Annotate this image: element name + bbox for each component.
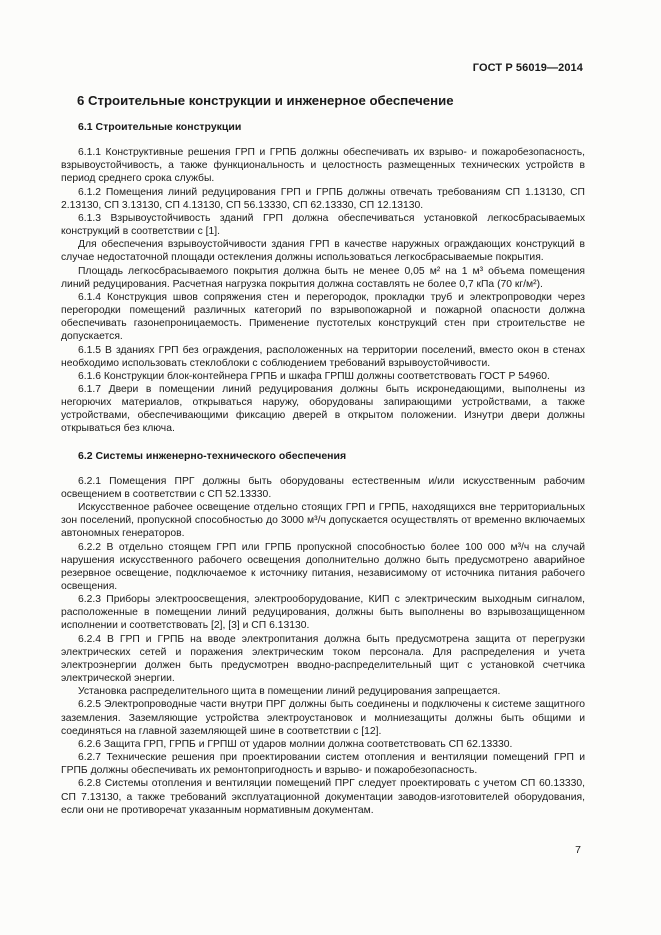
page-number: 7 — [575, 844, 581, 856]
paragraph-6-2-7: 6.2.7 Технические решения при проектировании систем отопления и вентиляции помещений ГРП и ГРПБ должны обеспечивать их ремонтопригодность и взрыво- и пожаробезопасность. — [61, 752, 585, 777]
paragraph-6-1-3-a: Для обеспечения взрывоустойчивости здания ГРП в качестве наружных ограждающих конструкций в случае недостаточной площади остекления должны использоваться легкосбрасываемые покрытия. — [61, 239, 585, 264]
paragraph-6-1-5: 6.1.5 В зданиях ГРП без ограждения, расположенных на территории поселений, вместо окон в стенах необходимо использовать стеклоблоки с соблюдением требований взрывоустойчивости. — [61, 344, 585, 369]
paragraph-6-2-5: 6.2.5 Электропроводные части внутри ПРГ должны быть соединены и подключены к системе защитного заземления. Заземляющие устройства электроустановок и молниезащиты должны быть общими и соединяться на главной заземляющей шине в соответствии с [12]. — [61, 699, 585, 737]
paragraph-6-2-8: 6.2.8 Системы отопления и вентиляции помещений ПРГ следует проектировать с учетом СП 60.13330, СП 7.13130, а также требований эксплуатационной документации заводов-изготовителей оборудования, если они не противоречат указанным нормативным документам. — [61, 778, 585, 816]
subsection-title-6-2: 6.2 Системы инженерно-технического обеспечения — [78, 449, 347, 462]
paragraph-6-1-6: 6.1.6 Конструкции блок-контейнера ГРПБ и шкафа ГРПШ должны соответствовать ГОСТ Р 54960. — [78, 370, 550, 382]
paragraph-6-2-2: 6.2.2 В отдельно стоящем ГРП или ГРПБ пропускной способностью более 100 000 м³/ч на случай нарушения искусственного рабочего освещения дополнительно должно быть предусмотрено аварийное резервное освещение, подключаемое к источнику питания, независимому от источника питания рабочего освещения. — [61, 541, 585, 592]
paragraph-6-2-6: 6.2.6 Защита ГРП, ГРПБ и ГРПШ от ударов молнии должна соответствовать СП 62.13330. — [78, 738, 513, 750]
section-title: 6 Строительные конструкции и инженерное обеспечение — [77, 93, 454, 108]
paragraph-6-1-3-b: Площадь легкосбрасываемого покрытия должна быть не менее 0,05 м² на 1 м³ объема помещения линий редуцирования. Расчетная нагрузка покрытия должна составлять не более 0,7 кПа (70 кг/м²). — [61, 265, 585, 290]
paragraph-6-2-4-a: Установка распределительного щита в помещении линий редуцирования запрещается. — [78, 686, 501, 698]
paragraph-6-1-4: 6.1.4 Конструкция швов сопряжения стен и перегородок, прокладки труб и электропроводки через перегородки помещений различных категорий по взрывопожарной и пожарной опасности должна обеспечивать газонепроницаемость. Применение пустотелых конструкций стен при строительстве не допускается. — [61, 291, 585, 343]
document-body — [61, 121, 585, 817]
paragraph-6-1-1: 6.1.1 Конструктивные решения ГРП и ГРПБ должны обеспечивать их взрыво- и пожаробезопасность, взрывоустойчивость, а также функциональность и целостность размещенных технических устройств в период среднего срока службы. — [61, 147, 585, 185]
subsection-title-6-1: 6.1 Строительные конструкции — [78, 121, 242, 133]
paragraph-6-1-3: 6.1.3 Взрывоустойчивость зданий ГРП должна обеспечиваться установкой легкосбрасываемых конструкций в соответствии с [1]. — [61, 212, 585, 238]
paragraph-6-2-3: 6.2.3 Приборы электроосвещения, электрооборудование, КИП с электрическим выходным сигналом, расположенные в помещении линий редуцирования, должны быть выполнены во взрывозащищенном исполнении и соответствовать [2], [3] и СП 6.13130. — [61, 594, 585, 632]
paragraph-6-1-7: 6.1.7 Двери в помещении линий редуцирования должны быть искронедающими, выполнены из негорючих материалов, открываться наружу, оборудованы запирающими устройствами, а также устройствами, обеспечивающими фиксацию дверей в открытом положении. Изнутри двери должны открываться без ключа. — [61, 383, 585, 435]
paragraph-6-1-2: 6.1.2 Помещения линий редуцирования ГРП и ГРПБ должны отвечать требованиям СП 1.13130, СП 2.13130, СП 3.13130, СП 4.13130, СП 56.13330, СП 62.13330, СП 12.13130. — [61, 186, 585, 211]
paragraph-6-2-1-a: Искусственное рабочее освещение отдельно стоящих ГРП и ГРПБ, находящихся вне территориальных зон поселений, пропускной способностью до 3000 м³/ч допускается осуществлять от временно включаемых автономных генераторов. — [61, 502, 585, 540]
standard-code: ГОСТ Р 56019—2014 — [472, 62, 583, 74]
paragraph-6-2-4: 6.2.4 В ГРП и ГРПБ на вводе электропитания должна быть предусмотрена защита от перегрузки электрических сетей и поражения электрическим током персонала. Для распределения и учета электроэнергии должен быть предусмотрен вводно-распределительный щит с установкой счетчика электрической энергии. — [61, 633, 585, 685]
paragraph-6-2-1: 6.2.1 Помещения ПРГ должны быть оборудованы естественным и/или искусственным рабочим освещением в соответствии с СП 52.13330. — [61, 475, 585, 500]
